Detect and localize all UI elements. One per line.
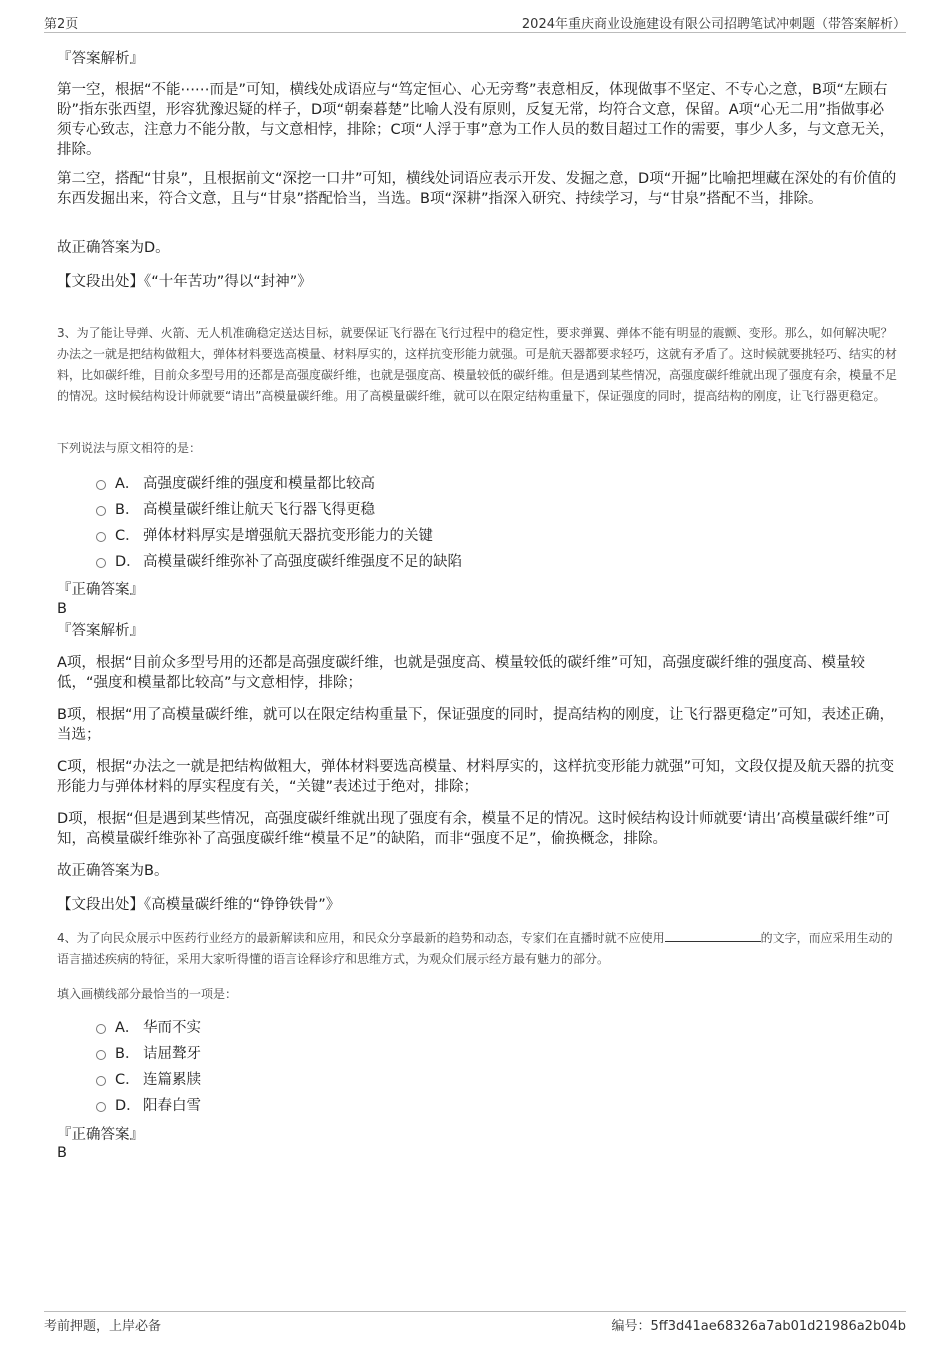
- radio-button-icon[interactable]: [96, 532, 106, 542]
- q3-analysis-a: A项，根据“目前众多型号用的还都是高强度碳纤维，也就是强度高、模量较低的碳纤维”可知，高强度碳纤维的强度高、模量较低，“强度和模量都比较高”与文意相悖，排除；: [57, 655, 865, 691]
- page-footer: [44, 1311, 906, 1334]
- option-text: 阳春白雪: [143, 1098, 201, 1114]
- option-letter: B．: [115, 502, 140, 518]
- page-header: [44, 12, 906, 33]
- q3-analysis-b: B项，根据“用了高模量碳纤维，就可以在限定结构重量下，保证强度的同时，提高结构的刚度，让飞行器更稳定”可知，表述正确，当选；: [57, 707, 894, 743]
- q4-option-b[interactable]: [96, 1043, 201, 1065]
- q4-option-a[interactable]: [96, 1017, 201, 1039]
- code-label: 编号：: [611, 1319, 651, 1334]
- q2-analysis-para1: 第一空，根据“不能⋯⋯而是”可知，横线处成语应与“笃定恒心、心无旁骛”表意相反，体现做事不坚定、不专心之意，B项“左顾右盼”指东张西望，形容犹豫迟疑的样子，D项“朝秦暮楚”比喻人没有原则，反复无常，均符合文意，保留。A项“心无二用”指做事必须专心致志，注意力不能分散，与文意相悖，排除；C项“人浮于事”意为工作人员的数目超过工作的需要，事少人多，与文意无关，排除。: [57, 82, 895, 158]
- q4-stem-after: 的文字，而应采用生动的语言描述疾病的特征，采用大家听得懂的语言诠释诊疗和思维方式，为观众们展示经方最有魅力的部分。: [57, 931, 893, 966]
- q3-option-a[interactable]: [96, 473, 375, 495]
- option-letter: D．: [115, 1098, 141, 1114]
- q3-option-b[interactable]: [96, 499, 375, 521]
- radio-button-icon[interactable]: [96, 1050, 106, 1060]
- option-text: 高模量碳纤维弥补了高强度碳纤维强度不足的缺陷: [143, 554, 462, 570]
- option-letter: D．: [115, 554, 141, 570]
- q3-source: [57, 895, 897, 915]
- option-letter: C．: [115, 1072, 140, 1088]
- radio-button-icon[interactable]: [96, 558, 106, 568]
- q2-conclusion: 故正确答案为D。: [57, 240, 170, 256]
- document-code: [611, 1315, 906, 1334]
- radio-button-icon[interactable]: [96, 1076, 106, 1086]
- radio-button-icon[interactable]: [96, 1024, 106, 1034]
- fill-blank-line: [665, 929, 761, 942]
- q2-analysis-para2: 第二空，搭配“甘泉”，且根据前文“深挖一口井”可知，横线处词语应表示开发、发掘之意，D项“开掘”比喻把埋藏在深处的有价值的东西发掘出来，符合文意，且与“甘泉”搭配恰当，当选。B项“深耕”指深入研究、持续学习，与“甘泉”搭配不当，排除。: [57, 171, 897, 207]
- q4-option-d[interactable]: [96, 1095, 201, 1117]
- radio-button-icon[interactable]: [96, 480, 106, 490]
- q3-answer: B: [57, 601, 67, 617]
- option-text: 华而不实: [143, 1020, 201, 1036]
- q4-stem-before: 4、为了向民众展示中医药行业经方的最新解读和应用，和民众分享最新的趋势和动态，专家们在直播时就不应使用: [57, 931, 665, 945]
- q4-answer-label: 『正确答案』: [57, 1127, 144, 1143]
- option-text: 连篇累牍: [143, 1072, 201, 1088]
- page-number: 第2页: [44, 17, 79, 32]
- q3-source-label: 【文段出处】: [57, 897, 144, 913]
- q3-option-c[interactable]: [96, 525, 433, 547]
- q4-stem: [57, 928, 899, 970]
- q2-source-label: 【文段出处】: [57, 274, 144, 290]
- q3-conclusion: 故正确答案为B。: [57, 863, 169, 879]
- q4-answer: B: [57, 1145, 67, 1161]
- radio-button-icon[interactable]: [96, 1102, 106, 1112]
- q3-source-text: 《高模量碳纤维的“铮铮铁骨”》: [144, 897, 341, 913]
- q3-question: 下列说法与原文相符的是：: [57, 441, 202, 455]
- radio-button-icon[interactable]: [96, 506, 106, 516]
- q3-analysis-label: 『答案解析』: [57, 623, 144, 639]
- code-value: 5ff3d41ae68326a7ab01d21986a2b04b: [650, 1319, 906, 1334]
- option-text: 高模量碳纤维让航天飞行器飞得更稳: [143, 502, 375, 518]
- option-text: 高强度碳纤维的强度和模量都比较高: [143, 476, 375, 492]
- option-letter: C．: [115, 528, 140, 544]
- q4-question: 填入画横线部分最恰当的一项是：: [57, 987, 238, 1001]
- document-title: 2024年重庆商业设施建设有限公司招聘笔试冲刺题（带答案解析）: [521, 17, 906, 32]
- q4-option-c[interactable]: [96, 1069, 201, 1091]
- q3-option-d[interactable]: [96, 551, 462, 573]
- q2-source-text: 《“十年苦功”得以“封神”》: [144, 274, 312, 290]
- q2-analysis-label: 『答案解析』: [57, 51, 144, 67]
- option-text: 诘屈聱牙: [143, 1046, 201, 1062]
- q2-source: [57, 272, 897, 292]
- q3-analysis-c: C项，根据“办法之一就是把结构做粗大，弹体材料要选高模量、材料厚实的，这样抗变形能力就强”可知，文段仅提及航天器的抗变形能力与弹体材料的厚实程度有关，“关键”表述过于绝对，排除；: [57, 759, 895, 795]
- q3-answer-label: 『正确答案』: [57, 582, 144, 598]
- footer-slogan: 考前押题，上岸必备: [44, 1319, 162, 1334]
- option-letter: A．: [115, 1020, 140, 1036]
- q3-stem: 3、为了能让导弹、火箭、无人机准确稳定送达目标，就要保证飞行器在飞行过程中的稳定性，要求弹翼、弹体不能有明显的震颤、变形。那么，如何解决呢？办法之一就是把结构做粗大，弹体材料要选高模量、材料厚实的，这样抗变形能力就强。可是航天器都要求轻巧，这就有矛盾了。这时候就要挑轻巧、结实的材料，比如碳纤维，目前众多型号用的还都是高强度碳纤维，也就是强度高、模量较低的碳纤维。但是遇到某些情况，高强度碳纤维就出现了强度有余，模量不足的情况。这时候结构设计师就要“请出”高模量碳纤维。用了高模量碳纤维，就可以在限定结构重量下，保证强度的同时，提高结构的刚度，让飞行器更稳定。: [57, 326, 898, 403]
- option-letter: A．: [115, 476, 140, 492]
- option-text: 弹体材料厚实是增强航天器抗变形能力的关键: [143, 528, 433, 544]
- option-letter: B．: [115, 1046, 140, 1062]
- q3-analysis-d: D项，根据“但是遇到某些情况，高强度碳纤维就出现了强度有余，模量不足的情况。这时候结构设计师就要‘请出’高模量碳纤维”可知，高模量碳纤维弥补了高强度碳纤维“模量不足”的缺陷，而非“强度不足”，偷换概念，排除。: [57, 811, 890, 847]
